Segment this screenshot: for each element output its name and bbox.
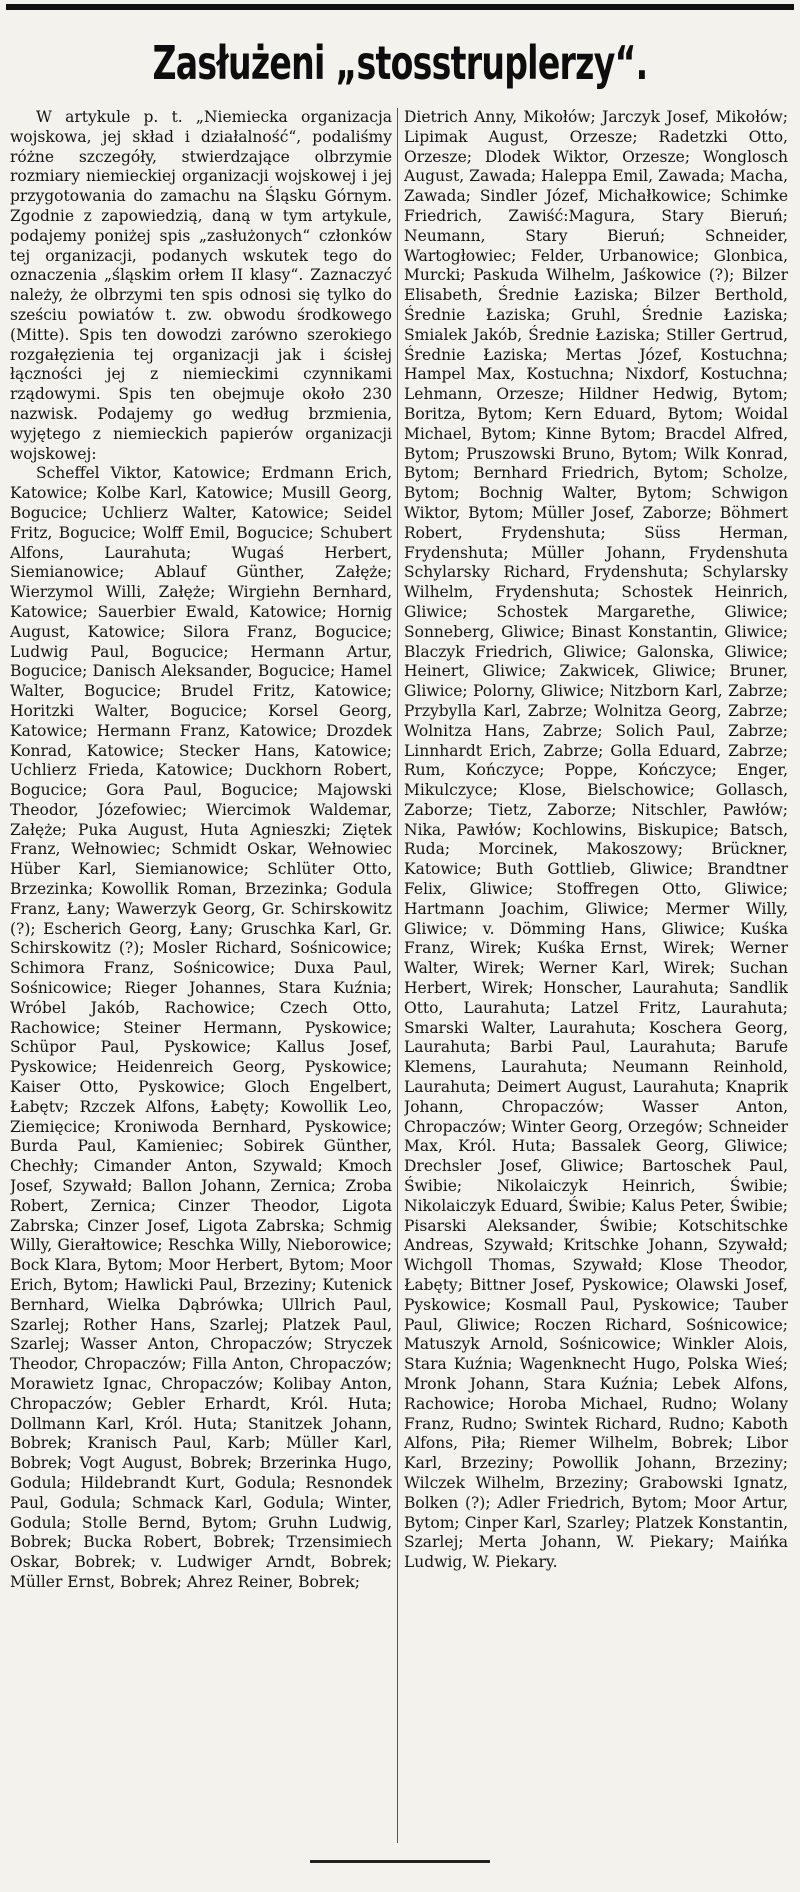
name-list-left: Scheffel Viktor, Katowice; Erdmann Erich, Katowice; Kolbe Karl, Katowice; Musill Georg, Bogucice; Uchlierz Walter, Katowice; Seidel Fritz, Bogucice; Wolff Emil, Bogucice; Schubert Alfons, Laurahuta; Wugaś Herbert, Siemianowice; Ablauf Günther, Załęże; Wierzymol Willi, Załęże; Wirgiehn Bernhard, Katowice; Sauerbier Ewald, Katowice; Hornig August, Katowice; Silora Franz, Bogucice; Ludwig Paul, Bogucice; Hermann Artur, Bogucice; Danisch Aleksander, Bogucice; Hamel Walter, Bogucice; Brudel Fritz, Katowice; Horitzki Walter, Bogucice; Korsel Georg, Katowice; Hermann Franz, Katowice; Drozdek Konrad, Katowice; Stecker Hans, Katowice; Uchlierz Frieda, Katowice; Duckhorn Robert, Bogucice; Gora Paul, Bogucice; Majowski Theodor, Józefowiec; Wiercimok Waldemar, Załęże; Puka August, Huta Agnieszki; Ziętek Franz, Wełnowiec; Schmidt Oskar, Wełnowiec Hüber Karl, Siemianowice; Schlüter Otto, Brzezinka; Kowollik Roman, Brzezinka; Godula Franz, Łany; Wawerzyk Georg, Gr. Schirskowitz (?); Escherich Georg, Łany; Gruschka Karl, Gr. Schirskowitz (?); Mosler Richard, Sośnicowice; Schimora Franz, Sośnicowice; Duxa Paul, Sośnicowice; Rieger Johannes, Stara Kuźnia; Wróbel Jakób, Rachowice; Czech Otto, Rachowice; Steiner Hermann, Pyskowice; Schüpor Paul, Pyskowice; Kallus Josef, Pyskowice; Heidenreich Georg, Pyskowice; Kaiser Otto, Pyskowice; Gloch Engelbert, Łabętv; Rzczek Alfons, Łabęty; Kowollik Leo, Ziemięcice; Kroniwoda Bernhard, Pyskowice; Burda Paul, Kamieniec; Sobirek Günther, Chechły; Cimander Anton, Szywald; Kmoch Josef, Szywałd; Ballon Johann, Zernica; Zroba Robert, Zernica; Cinzer Theodor, Ligota Zabrska; Cinzer Josef, Ligota Zabrska; Schmig Willy, Gierałtowice; Reschka Willy, Nieborowice; Bock Klara, Bytom; Moor Herbert, Bytom; Moor Erich, Bytom; Hawlicki Paul, Brzeziny; Kutenick Bernhard, Wielka Dąbrówka; Ullrich Paul, Szarlej; Rother Hans, Szarlej; Platzek Paul, Szarlej; Wasser Anton, Chropaczów; Stryczek Theodor, Chropaczów; Filla Anton, Chropaczów; Morawietz Ignac, Chropaczów; Kolibay Anton, Chropaczów; Gebler Erhardt, Król. Huta; Dollmann Karl, Król. Huta; Stanitzek Johann, Bobrek; Kranisch Paul, Karb; Müller Karl, Bobrek; Vogt August, Bobrek; Brzerinka Hugo, Godula; Hildebrandt Kurt, Godula; Resnondek Paul, Godula; Schmack Karl, Godula; Winter, Godula; Stolle Bernd, Bytom; Gruhn Ludwig, Bobrek; Bucka Robert, Bobrek; Trzensimiech Oskar, Bobrek; v. Ludwiger Arndt, Bobrek; Müller Ernst, Bobrek; Ahrez Reiner, Bobrek;: [10, 464, 392, 1591]
bottom-rule: [310, 1860, 490, 1863]
name-list-right: Dietrich Anny, Mikołów; Jarczyk Josef, Mikołów; Lipimak August, Orzesze; Radetzki Otto, Orzesze; Dlodek Wiktor, Orzesze; Wonglosch August, Zawada; Haleppa Emil, Zawada; Macha, Zawada; Sindler Józef, Michałkowice; Schimke Friedrich, Zawiść:Magura, Stary Bieruń; Neumann, Stary Bieruń; Schneider, Wartogłowiec; Felder, Urbanowice; Glonbica, Murcki; Paskuda Wilhelm, Jaśkowice (?); Bilzer Elisabeth, Średnie Łaziska; Bilzer Berthold, Średnie Łaziska; Gruhl, Średnie Łaziska; Smialek Jakób, Średnie Łaziska; Stiller Gertrud, Średnie Łaziska; Mertas Józef, Kostuchna; Hampel Max, Kostuchna; Nixdorf, Kostuchna; Lehmann, Orzesze; Hildner Hedwig, Bytom; Boritza, Bytom; Kern Eduard, Bytom; Woidal Michael, Bytom; Kinne Bytom; Bracdel Alfred, Bytom; Pruszowski Bruno, Bytom; Wilk Konrad, Bytom; Bernhard Friedrich, Bytom; Scholze, Bytom; Bochnig Walter, Bytom; Schwigon Wiktor, Bytom; Müller Josef, Zaborze; Böhmert Robert, Frydenshuta; Süss Herman, Frydenshuta; Müller Johann, Frydenshuta Schylarsky Richard, Frydenshuta; Schylarsky Wilhelm, Frydenshuta; Schostek Heinrich, Gliwice; Schostek Margarethe, Gliwice; Sonneberg, Gliwice; Binast Konstantin, Gliwice; Blaczyk Friedrich, Gliwice; Galonska, Gliwice; Heinert, Gliwice; Zakwicek, Gliwice; Bruner, Gliwice; Polorny, Gliwice; Nitzborn Karl, Zabrze; Przybylla Karl, Zabrze; Wolnitza Georg, Zabrze; Wolnitza Hans, Zabrze; Solich Paul, Zabrze; Linnhardt Erich, Zabrze; Golla Eduard, Zabrze; Rum, Kończyce; Poppe, Kończyce; Enger, Mikulczyce; Klose, Bielschowice; Gollasch, Zaborze; Tietz, Zaborze; Nitschler, Pawłów; Nika, Pawłów; Kochlowins, Biskupice; Batsch, Ruda; Morcinek, Makoszowy; Brückner, Katowice; Buth Gottlieb, Gliwice; Brandtner Felix, Gliwice; Stoffregen Otto, Gliwice; Hartmann Joachim, Gliwice; Mermer Willy, Gliwice; v. Dömming Hans, Gliwice; Kuśka Franz, Wirek; Kuśka Ernst, Wirek; Werner Walter, Wirek; Werner Karl, Wirek; Suchan Herbert, Wirek; Honscher, Laurahuta; Sandlik Otto, Laurahuta; Latzel Fritz, Laurahuta; Smarski Walter, Laurahuta; Koschera Georg, Laurahuta; Barbi Paul, Laurahuta; Barufe Klemens, Laurahuta; Neumann Reinhold, Laurahuta; Deimert August, Laurahuta; Knaprik Johann, Chropaczów; Wasser Anton, Chropaczów; Winter Georg, Orzegów; Schneider Max, Król. Huta; Bassalek Georg, Gliwice; Drechsler Josef, Gliwice; Bartoschek Paul, Świbie; Nikolaiczyk Heinrich, Świbie; Nikolaiczyk Eduard, Świbie; Kalus Peter, Świbie; Pisarski Aleksander, Świbie; Kotschitschke Andreas, Szywałd; Kritschke Johann, Szywałd; Wichgoll Thomas, Szywałd; Klose Theodor, Łabęty; Bittner Josef, Pyskowice; Olawski Josef, Pyskowice; Kosmall Paul, Pyskowice; Tauber Paul, Gliwice; Roczen Richard, Sośnicowice; Matuszyk Arnold, Sośnicowice; Winkler Alois, Stara Kuźnia; Wagenknecht Hugo, Polska Wieś; Mronk Johann, Stara Kuźnia; Lebek Alfons, Rachowice; Horoba Michael, Rudno; Wolany Franz, Rudno; Swintek Richard, Rudno; Kaboth Alfons, Piła; Riemer Wilhelm, Bobrek; Libor Karl, Brzeziny; Powollik Johann, Brzeziny; Wilczek Wilhelm, Brzeziny; Grabowski Ignatz, Bolken (?); Adler Friedrich, Bytom; Moor Artur, Bytom; Cinper Karl, Szarley; Platzek Konstantin, Szarlej; Merta Johann, W. Piekary; Maińka Ludwig, W. Piekary.: [404, 108, 788, 1572]
column-right: [404, 108, 788, 1843]
article-title: Zasłużeni „stosstruplerzy“.: [152, 36, 648, 90]
column-left: [10, 108, 392, 1843]
column-divider: [397, 108, 398, 1843]
article-intro: W artykule p. t. „Niemiecka organizacja wojskowa, jej skład i działalność“, podaliśmy różne szczegóły, stwierdzające olbrzymie rozmiary niemieckiej organizacji wojskowej i jej przygotowania do zamachu na Śląsku Górnym. Zgodnie z zapowiedzią, daną w tym artykule, podajemy poniżej spis „zasłużonych“ członków tej organizacji, podanych wskutek tego do oznaczenia „śląskim orłem II klasy“. Zaznaczyć należy, że olbrzymi ten spis odnosi się tylko do sześciu powiatów t. zw. obwodu środkowego (Mitte). Spis ten dowodzi zarówno szerokiego rozgałęzienia tej organizacji jak i ścisłej łączności jej z niemieckimi czynnikami rządowymi. Spis ten obejmuje około 230 nazwisk. Podajemy go według brzmienia, wyjętego z niemieckich papierów organizacji wojskowej:: [10, 108, 392, 463]
top-rule: [6, 4, 794, 10]
